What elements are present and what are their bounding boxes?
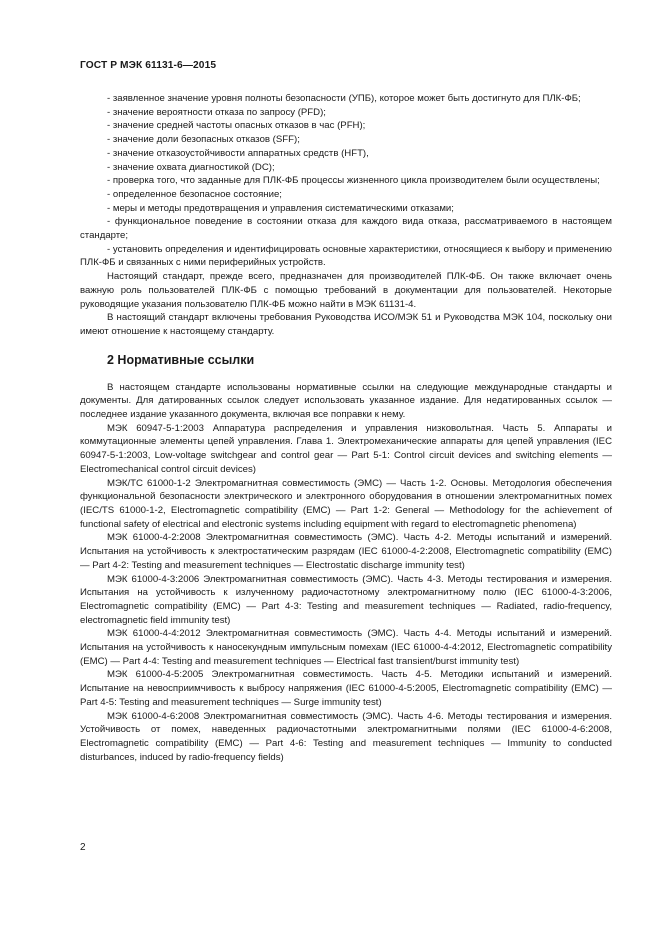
list-item: - функциональное поведение в состоянии отказа для каждого вида отказа, рассматриваемого в настоящем стандарте; [80,216,612,242]
list-item: - значение охвата диагностикой (DC); [107,161,275,173]
paragraph: В настоящем стандарте использованы нормативные ссылки на следующие международные стандарты и документы. Для датированных ссылок следует использовать указанное издание. Для недатированных ссылок — последнее издание указанного документа, включая все поправки к нему. [80,381,612,421]
list-item: - проверка того, что заданные для ПЛК-ФБ процессы жизненного цикла производителем были осуществлены; [107,175,600,187]
reference-entry: МЭК 61000-4-4:2012 Электромагнитная совместимость (ЭМС). Часть 4-4. Методы испытаний и измерений. Испытания на устойчивость к наносекундным импульсным помехам (IEC 61000-4-4:2012, Electromagnetic compatibility (EMC) — Part 4-4: Testing and measurement techniques — Electrical fast transient/burst immunity test) [80,628,612,667]
document-body [80,92,612,764]
list-item: - установить определения и идентифицировать основные характеристики, относящиеся к выбору и применению ПЛК-ФБ и связанных с ними периферийных устройств. [80,243,612,269]
page-number: 2 [80,842,86,853]
document-header: ГОСТ Р МЭК 61131-6—2015 [80,60,217,71]
list-item: - определенное безопасное состояние; [107,188,282,200]
reference-entry: МЭК/ТС 61000-1-2 Электромагнитная совместимость (ЭМС) — Часть 1-2. Основы. Методология обеспечения функциональной безопасности электрического и электронного оборудования в отношении электромагнитных помех (IEC/TS 61000-1-2, Electromagnetic compatibility (EMC) — Part 1-2: General — Methodology for the achievement of functional safety of electrical and electronic systems including equipment with regard to electromagnetic phenomena) [80,477,612,530]
reference-entry: МЭК 61000-4-6:2008 Электромагнитная совместимость (ЭМС). Часть 4-6. Методы тестирования и измерения. Устойчивость от помех, наведенных радиочастотными электромагнитными полями (IEC 61000-4-6:2008, Electromagnetic compatibility (EMC) — Part 4-6: Testing and measurement techniques — Immunity to conducted disturbances, induced by radio-frequency fields) [80,710,612,763]
list-item: - значение доли безопасных отказов (SFF); [107,134,300,146]
list-item: - значение вероятности отказа по запросу (PFD); [107,106,326,118]
reference-entry: МЭК 61000-4-3:2006 Электромагнитная совместимость (ЭМС). Часть 4-3. Методы тестирования и измерения. Испытания на устойчивость к излученному радиочастотному электромагнитному полю (IEC 61000-4-3:2006, Electromagnetic compatibility (EMC) — Part 4-3: Testing and measurement techniques — Radiated, radio-frequency, electromagnetic field immunity test) [80,573,612,626]
list-item: - заявленное значение уровня полноты безопасности (УПБ), которое может быть достигнуто для ПЛК-ФБ; [107,93,581,104]
list-item: - значение средней частоты опасных отказов в час (PFH); [107,120,366,132]
reference-entry: МЭК 61000-4-2:2008 Электромагнитная совместимость (ЭМС). Часть 4-2. Методы испытаний и измерений. Испытания на устойчивость к электростатическим разрядам (IEC 61000-4-2:2008, Electromagnetic compatibility (EMC) — Part 4-2: Testing and measurement techniques — Electrostatic discharge immunity test) [80,532,612,571]
paragraph: Настоящий стандарт, прежде всего, предназначен для производителей ПЛК-ФБ. Он также включает очень важную роль пользователей ПЛК-ФБ с помощью требований в документации для пользователей. Некоторые руководящие указания пользователю ПЛК-ФБ можно найти в МЭК 61131-4. [80,271,612,310]
list-item: - меры и методы предотвращения и управления систематическими отказами; [107,202,454,214]
paragraph: В настоящий стандарт включены требования Руководства ИСО/МЭК 51 и Руководства МЭК 104, поскольку они имеют отношение к настоящему стандарту. [80,312,612,337]
section-heading: 2 Нормативные ссылки [107,352,255,367]
reference-entry: МЭК 60947-5-1:2003 Аппаратура распределения и управления низковольтная. Часть 5. Аппараты и коммутационные элементы цепей управления. Глава 1. Электромеханические аппараты для цепей управления (IEC 60947-5-1:2003, Low-voltage switchgear and control gear — Part 5-1: Control circuit devices and switching elements — Electromechanical control circuit devices) [80,422,612,475]
reference-entry: МЭК 61000-4-5:2005 Электромагнитная совместимость. Часть 4-5. Методики испытаний и измерений. Испытание на невосприимчивость к выбросу напряжения (IEC 61000-4-5:2005, Electromagnetic compatibility (EMC) — Part 4-5: Testing and measurement techniques — Surge immunity test) [80,669,612,708]
list-item: - значение отказоустойчивости аппаратных средств (HFT), [107,147,369,159]
